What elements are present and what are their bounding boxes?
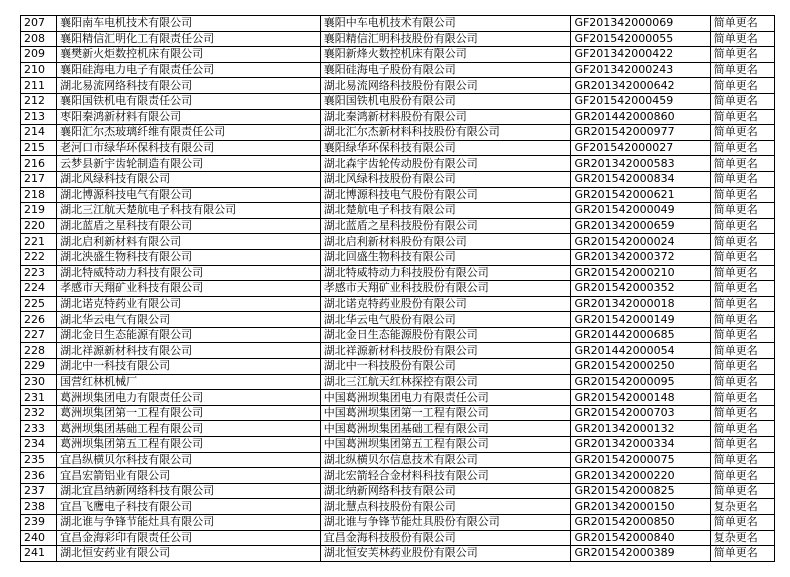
rename-type-cell: 简单更名 bbox=[710, 218, 774, 234]
certificate-number-cell: GF201342000243 bbox=[571, 62, 710, 78]
table-row bbox=[21, 47, 775, 63]
old-company-name-cell: 湖北华云电气有限公司 bbox=[57, 312, 321, 328]
table-row bbox=[21, 125, 775, 141]
rename-type-cell: 简单更名 bbox=[710, 156, 774, 172]
certificate-number-cell: GR201342000334 bbox=[571, 437, 710, 453]
old-company-name-cell: 湖北易流网络科技有限公司 bbox=[57, 78, 321, 94]
new-company-name-cell: 湖北金日生态能源股份有限公司 bbox=[320, 327, 571, 343]
rename-type-cell: 简单更名 bbox=[710, 47, 774, 63]
row-number-cell: 214 bbox=[21, 125, 57, 141]
new-company-name-cell: 湖北森宇齿轮传动股份有限公司 bbox=[320, 156, 571, 172]
row-number-cell: 238 bbox=[21, 499, 57, 515]
certificate-number-cell: GR201342000018 bbox=[571, 296, 710, 312]
old-company-name-cell: 孝感市天翔矿业科技有限公司 bbox=[57, 281, 321, 297]
certificate-number-cell: GR201542000850 bbox=[571, 515, 710, 531]
certificate-number-cell: GR201342000132 bbox=[571, 421, 710, 437]
row-number-cell: 215 bbox=[21, 140, 57, 156]
certificate-number-cell: GR201542000049 bbox=[571, 203, 710, 219]
rename-type-cell: 简单更名 bbox=[710, 421, 774, 437]
certificate-number-cell: GF201542000459 bbox=[571, 93, 710, 109]
new-company-name-cell: 湖北启利新材料股份有限公司 bbox=[320, 234, 571, 250]
row-number-cell: 232 bbox=[21, 405, 57, 421]
row-number-cell: 230 bbox=[21, 374, 57, 390]
new-company-name-cell: 湖北回盛生物科技有限公司 bbox=[320, 249, 571, 265]
table-row bbox=[21, 218, 775, 234]
old-company-name-cell: 湖北金日生态能源有限公司 bbox=[57, 327, 321, 343]
new-company-name-cell: 宜昌金海科技股份有限公司 bbox=[320, 530, 571, 546]
new-company-name-cell: 湖北易流网络科技股份有限公司 bbox=[320, 78, 571, 94]
old-company-name-cell: 湖北三江航天楚航电子科技有限公司 bbox=[57, 203, 321, 219]
rename-type-cell: 简单更名 bbox=[710, 265, 774, 281]
table-row bbox=[21, 249, 775, 265]
new-company-name-cell: 湖北特威特动力科技股份有限公司 bbox=[320, 265, 571, 281]
rename-type-cell: 简单更名 bbox=[710, 343, 774, 359]
table-row bbox=[21, 437, 775, 453]
table-row bbox=[21, 312, 775, 328]
certificate-number-cell: GR201542000825 bbox=[571, 483, 710, 499]
old-company-name-cell: 葛洲坝集团第一工程有限公司 bbox=[57, 405, 321, 421]
new-company-name-cell: 孝感市天翔矿业科技股份有限公司 bbox=[320, 281, 571, 297]
old-company-name-cell: 云梦县新宇齿轮制造有限公司 bbox=[57, 156, 321, 172]
new-company-name-cell: 湖北祥源新材科技股份有限公司 bbox=[320, 343, 571, 359]
row-number-cell: 211 bbox=[21, 78, 57, 94]
old-company-name-cell: 湖北风绿科技有限公司 bbox=[57, 171, 321, 187]
new-company-name-cell: 襄阳绿华环保科技有限公司 bbox=[320, 140, 571, 156]
certificate-number-cell: GF201342000422 bbox=[571, 47, 710, 63]
rename-type-cell: 简单更名 bbox=[710, 281, 774, 297]
table-row bbox=[21, 546, 775, 562]
rename-type-cell: 复杂更名 bbox=[710, 530, 774, 546]
table-row bbox=[21, 16, 775, 32]
new-company-name-cell: 湖北诺克特药业股份有限公司 bbox=[320, 296, 571, 312]
old-company-name-cell: 枣阳秦鸿新材料有限公司 bbox=[57, 109, 321, 125]
rename-type-cell: 简单更名 bbox=[710, 187, 774, 203]
certificate-number-cell: GF201542000027 bbox=[571, 140, 710, 156]
certificate-number-cell: GR201542000834 bbox=[571, 171, 710, 187]
table-row bbox=[21, 187, 775, 203]
old-company-name-cell: 湖北宜昌纳新网络科技有限公司 bbox=[57, 483, 321, 499]
new-company-name-cell: 湖北楚航电子科技有限公司 bbox=[320, 203, 571, 219]
certificate-number-cell: GR201542000149 bbox=[571, 312, 710, 328]
table-row bbox=[21, 359, 775, 375]
rename-type-cell: 简单更名 bbox=[710, 327, 774, 343]
table-row bbox=[21, 93, 775, 109]
certificate-number-cell: GR201442000685 bbox=[571, 327, 710, 343]
old-company-name-cell: 宜昌金海彩印有限责任公司 bbox=[57, 530, 321, 546]
old-company-name-cell: 宜昌飞鹰电子科技有限公司 bbox=[57, 499, 321, 515]
old-company-name-cell: 襄阳国铁机电有限责任公司 bbox=[57, 93, 321, 109]
rename-type-cell: 简单更名 bbox=[710, 546, 774, 562]
rename-type-cell: 简单更名 bbox=[710, 234, 774, 250]
table-row bbox=[21, 78, 775, 94]
rename-type-cell: 简单更名 bbox=[710, 62, 774, 78]
certificate-number-cell: GF201542000055 bbox=[571, 31, 710, 47]
row-number-cell: 240 bbox=[21, 530, 57, 546]
row-number-cell: 219 bbox=[21, 203, 57, 219]
row-number-cell: 218 bbox=[21, 187, 57, 203]
table-row bbox=[21, 140, 775, 156]
table-row bbox=[21, 499, 775, 515]
row-number-cell: 225 bbox=[21, 296, 57, 312]
rename-type-cell: 简单更名 bbox=[710, 483, 774, 499]
new-company-name-cell: 湖北三江航天红林探控有限公司 bbox=[320, 374, 571, 390]
new-company-name-cell: 湖北纳新网络科技有限公司 bbox=[320, 483, 571, 499]
new-company-name-cell: 湖北蓝盾之星科技股份有限公司 bbox=[320, 218, 571, 234]
table-row bbox=[21, 296, 775, 312]
certificate-number-cell: GR201342000372 bbox=[571, 249, 710, 265]
rename-type-cell: 简单更名 bbox=[710, 515, 774, 531]
row-number-cell: 233 bbox=[21, 421, 57, 437]
rename-type-cell: 简单更名 bbox=[710, 109, 774, 125]
new-company-name-cell: 湖北慧点科技股份有限公司 bbox=[320, 499, 571, 515]
certificate-number-cell: GR201542000024 bbox=[571, 234, 710, 250]
row-number-cell: 220 bbox=[21, 218, 57, 234]
row-number-cell: 241 bbox=[21, 546, 57, 562]
new-company-name-cell: 湖北博源科技电气股份有限公司 bbox=[320, 187, 571, 203]
old-company-name-cell: 湖北蓝盾之星科技有限公司 bbox=[57, 218, 321, 234]
company-rename-table bbox=[20, 15, 775, 562]
row-number-cell: 222 bbox=[21, 249, 57, 265]
row-number-cell: 207 bbox=[21, 16, 57, 32]
old-company-name-cell: 湖北中一科技有限公司 bbox=[57, 359, 321, 375]
certificate-number-cell: GR201542000148 bbox=[571, 390, 710, 406]
row-number-cell: 227 bbox=[21, 327, 57, 343]
new-company-name-cell: 湖北谁与争锋节能灶具股份有限公司 bbox=[320, 515, 571, 531]
old-company-name-cell: 襄阳南车电机技术有限公司 bbox=[57, 16, 321, 32]
row-number-cell: 213 bbox=[21, 109, 57, 125]
table-row bbox=[21, 156, 775, 172]
certificate-number-cell: GR201442000054 bbox=[571, 343, 710, 359]
row-number-cell: 209 bbox=[21, 47, 57, 63]
rename-type-cell: 简单更名 bbox=[710, 359, 774, 375]
rename-type-cell: 简单更名 bbox=[710, 249, 774, 265]
new-company-name-cell: 湖北风绿科技股份有限公司 bbox=[320, 171, 571, 187]
new-company-name-cell: 中国葛洲坝集团第一工程有限公司 bbox=[320, 405, 571, 421]
old-company-name-cell: 湖北博源科技电气有限公司 bbox=[57, 187, 321, 203]
table-row bbox=[21, 234, 775, 250]
new-company-name-cell: 中国葛洲坝集团基础工程有限公司 bbox=[320, 421, 571, 437]
rename-type-cell: 简单更名 bbox=[710, 171, 774, 187]
new-company-name-cell: 湖北汇尔杰新材料科技股份有限公司 bbox=[320, 125, 571, 141]
table-row bbox=[21, 515, 775, 531]
certificate-number-cell: GR201542000250 bbox=[571, 359, 710, 375]
old-company-name-cell: 襄樊新火炬数控机床有限公司 bbox=[57, 47, 321, 63]
new-company-name-cell: 襄阳中车电机技术有限公司 bbox=[320, 16, 571, 32]
row-number-cell: 224 bbox=[21, 281, 57, 297]
certificate-number-cell: GR201342000150 bbox=[571, 499, 710, 515]
certificate-number-cell: GR201542000840 bbox=[571, 530, 710, 546]
table-row bbox=[21, 390, 775, 406]
new-company-name-cell: 襄阳国铁机电股份有限公司 bbox=[320, 93, 571, 109]
rename-type-cell: 简单更名 bbox=[710, 16, 774, 32]
table-row bbox=[21, 468, 775, 484]
old-company-name-cell: 湖北谁与争锋节能灶具有限公司 bbox=[57, 515, 321, 531]
rename-type-cell: 简单更名 bbox=[710, 203, 774, 219]
row-number-cell: 235 bbox=[21, 452, 57, 468]
table-row bbox=[21, 483, 775, 499]
old-company-name-cell: 湖北泱盛生物科技有限公司 bbox=[57, 249, 321, 265]
new-company-name-cell: 中国葛洲坝集团电力有限责任公司 bbox=[320, 390, 571, 406]
old-company-name-cell: 襄阳精信汇明化工有限责任公司 bbox=[57, 31, 321, 47]
table-row bbox=[21, 281, 775, 297]
table-row bbox=[21, 62, 775, 78]
rename-type-cell: 简单更名 bbox=[710, 93, 774, 109]
table-row bbox=[21, 452, 775, 468]
certificate-number-cell: GR201542000703 bbox=[571, 405, 710, 421]
old-company-name-cell: 襄阳硅海电力电子有限责任公司 bbox=[57, 62, 321, 78]
rename-type-cell: 简单更名 bbox=[710, 312, 774, 328]
row-number-cell: 234 bbox=[21, 437, 57, 453]
old-company-name-cell: 葛洲坝集团基础工程有限公司 bbox=[57, 421, 321, 437]
table-row bbox=[21, 327, 775, 343]
certificate-number-cell: GR201542000389 bbox=[571, 546, 710, 562]
row-number-cell: 216 bbox=[21, 156, 57, 172]
new-company-name-cell: 襄阳新烽火数控机床有限公司 bbox=[320, 47, 571, 63]
row-number-cell: 208 bbox=[21, 31, 57, 47]
row-number-cell: 210 bbox=[21, 62, 57, 78]
certificate-number-cell: GR201542000095 bbox=[571, 374, 710, 390]
new-company-name-cell: 湖北秦鸿新材料股份有限公司 bbox=[320, 109, 571, 125]
new-company-name-cell: 湖北华云电气股份有限公司 bbox=[320, 312, 571, 328]
row-number-cell: 237 bbox=[21, 483, 57, 499]
row-number-cell: 223 bbox=[21, 265, 57, 281]
row-number-cell: 229 bbox=[21, 359, 57, 375]
old-company-name-cell: 老河口市绿华环保科技有限公司 bbox=[57, 140, 321, 156]
old-company-name-cell: 湖北特威特动力科技有限公司 bbox=[57, 265, 321, 281]
new-company-name-cell: 襄阳硅海电子股份有限公司 bbox=[320, 62, 571, 78]
certificate-number-cell: GR201542000352 bbox=[571, 281, 710, 297]
row-number-cell: 228 bbox=[21, 343, 57, 359]
row-number-cell: 239 bbox=[21, 515, 57, 531]
new-company-name-cell: 中国葛洲坝集团第五工程有限公司 bbox=[320, 437, 571, 453]
certificate-number-cell: GR201542000621 bbox=[571, 187, 710, 203]
table-row bbox=[21, 421, 775, 437]
certificate-number-cell: GR201342000659 bbox=[571, 218, 710, 234]
row-number-cell: 212 bbox=[21, 93, 57, 109]
rename-type-cell: 简单更名 bbox=[710, 78, 774, 94]
table-row bbox=[21, 109, 775, 125]
old-company-name-cell: 宜昌纵横贝尔科技有限公司 bbox=[57, 452, 321, 468]
new-company-name-cell: 襄阳精信汇明科技股份有限公司 bbox=[320, 31, 571, 47]
new-company-name-cell: 湖北宏箭轻合金材料科技有限公司 bbox=[320, 468, 571, 484]
table-row bbox=[21, 530, 775, 546]
row-number-cell: 231 bbox=[21, 390, 57, 406]
old-company-name-cell: 葛洲坝集团第五工程有限公司 bbox=[57, 437, 321, 453]
rename-type-cell: 简单更名 bbox=[710, 390, 774, 406]
rename-type-cell: 简单更名 bbox=[710, 374, 774, 390]
table-row bbox=[21, 203, 775, 219]
rename-type-cell: 简单更名 bbox=[710, 437, 774, 453]
new-company-name-cell: 湖北恒安芙林药业股份有限公司 bbox=[320, 546, 571, 562]
table-row bbox=[21, 405, 775, 421]
row-number-cell: 236 bbox=[21, 468, 57, 484]
table-row bbox=[21, 343, 775, 359]
rename-type-cell: 复杂更名 bbox=[710, 499, 774, 515]
table-row bbox=[21, 265, 775, 281]
certificate-number-cell: GR201442000860 bbox=[571, 109, 710, 125]
rename-type-cell: 简单更名 bbox=[710, 296, 774, 312]
table-row bbox=[21, 374, 775, 390]
old-company-name-cell: 湖北祥源新材科技有限公司 bbox=[57, 343, 321, 359]
rename-type-cell: 简单更名 bbox=[710, 405, 774, 421]
certificate-number-cell: GR201542000210 bbox=[571, 265, 710, 281]
old-company-name-cell: 湖北诺克特药业有限公司 bbox=[57, 296, 321, 312]
rename-type-cell: 简单更名 bbox=[710, 31, 774, 47]
table-row bbox=[21, 171, 775, 187]
certificate-number-cell: GR201542000977 bbox=[571, 125, 710, 141]
certificate-number-cell: GR201342000220 bbox=[571, 468, 710, 484]
certificate-number-cell: GR201542000075 bbox=[571, 452, 710, 468]
row-number-cell: 226 bbox=[21, 312, 57, 328]
old-company-name-cell: 国营红林机械厂 bbox=[57, 374, 321, 390]
new-company-name-cell: 湖北中一科技股份有限公司 bbox=[320, 359, 571, 375]
old-company-name-cell: 宜昌宏箭铝业有限公司 bbox=[57, 468, 321, 484]
old-company-name-cell: 湖北启利新材料有限公司 bbox=[57, 234, 321, 250]
rename-type-cell: 简单更名 bbox=[710, 125, 774, 141]
old-company-name-cell: 葛洲坝集团电力有限责任公司 bbox=[57, 390, 321, 406]
table-body bbox=[21, 16, 775, 562]
row-number-cell: 217 bbox=[21, 171, 57, 187]
table-row bbox=[21, 31, 775, 47]
rename-type-cell: 简单更名 bbox=[710, 452, 774, 468]
rename-type-cell: 简单更名 bbox=[710, 140, 774, 156]
rename-type-cell: 简单更名 bbox=[710, 468, 774, 484]
certificate-number-cell: GF201342000069 bbox=[571, 16, 710, 32]
old-company-name-cell: 襄阳汇尔杰玻璃纤维有限责任公司 bbox=[57, 125, 321, 141]
certificate-number-cell: GR201342000642 bbox=[571, 78, 710, 94]
old-company-name-cell: 湖北恒安药业有限公司 bbox=[57, 546, 321, 562]
certificate-number-cell: GR201342000583 bbox=[571, 156, 710, 172]
row-number-cell: 221 bbox=[21, 234, 57, 250]
new-company-name-cell: 湖北纵横贝尔信息技术有限公司 bbox=[320, 452, 571, 468]
